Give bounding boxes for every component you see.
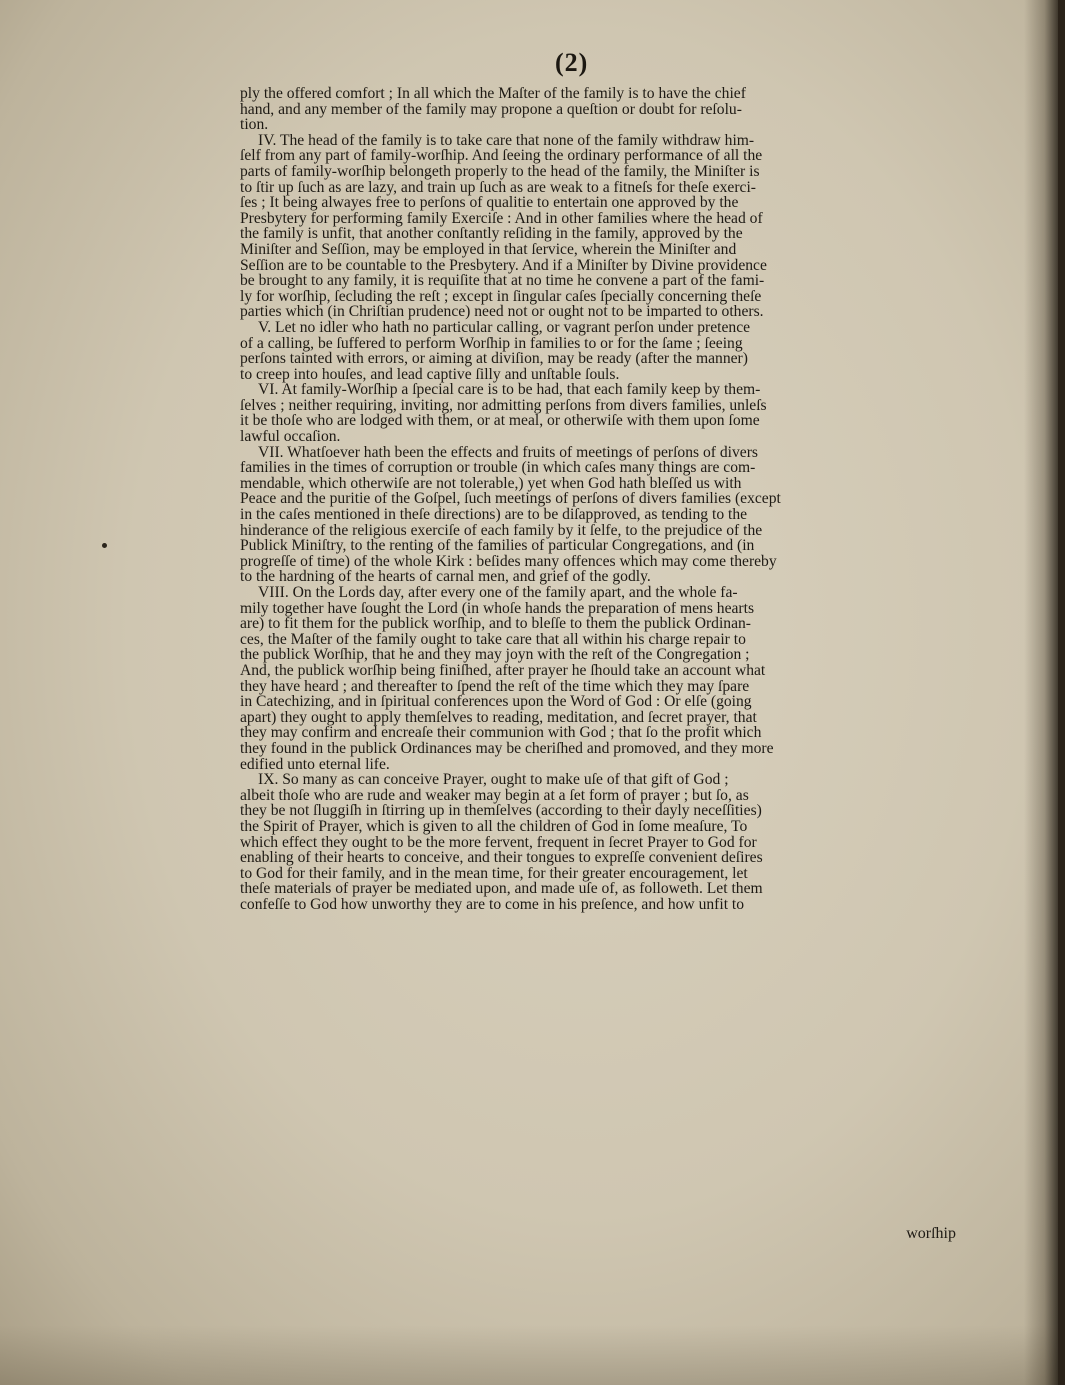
text-line: be brought to any family, it is requiſite that at no time he convene a part of the fami- [240, 272, 765, 290]
text-line: hinderance of the religious exerciſe of each family by it ſelfe, to the prejudice of the [240, 521, 763, 539]
text-line: to the hardning of the hearts of carnal men, and grief of the godly. [240, 568, 651, 586]
text-line: are) to fit them for the publick worſhip, and to bleſſe to them the publick Ordinan- [240, 615, 751, 633]
text-line: they be not ſluggiſh in ſtirring up in themſelves (according to their dayly neceſſities) [240, 802, 762, 820]
text-line: mily together have ſought the Lord (in whoſe hands the preparation of mens hearts [240, 599, 755, 617]
text-line: edified unto eternal life. [240, 755, 390, 773]
text-line: And, the publick worſhip being finiſhed, after prayer he ſhould take an account what [240, 661, 766, 679]
text-line: lawful occaſion. [240, 428, 341, 446]
text-line: Peace and the puritie of the Goſpel, ſuch meetings of perſons of divers families (except [240, 490, 781, 508]
text-line: of a calling, be ſuffered to perform Worſhip in families to or for the ſame ; ſeeing [240, 334, 743, 352]
catchword: worſhip [906, 1225, 956, 1242]
text-line: parties which (in Chriſtian prudence) need not or ought not to be imparted to others. [240, 303, 764, 321]
text-line: ſelves ; neither requiring, inviting, nor admitting perſons from divers families, unleſs [240, 396, 767, 414]
text-line: VII. Whatſoever hath been the effects and fruits of meetings of perſons of divers [258, 443, 758, 461]
text-line: they found in the publick Ordinances may be cheriſhed and promoved, and they more [240, 739, 774, 757]
text-line: they have heard ; and thereafter to ſpend the reſt of the time which they may ſpare [240, 677, 750, 695]
text-line: to God for their family, and in the mean time, for their greater encouragement, let [240, 864, 748, 882]
text-line: the Spirit of Prayer, which is given to all the children of God in ſome meaſure, To [240, 817, 748, 835]
text-line: ſes ; It being alwayes free to perſons of qualitie to entertain one approved by the [240, 194, 739, 212]
text-line: Presbytery for performing family Exerciſe : And in other families where the head of [240, 209, 763, 227]
text-line: ſelf from any part of family-worſhip. And ſeeing the ordinary performance of all the [240, 147, 763, 165]
text-line: in the caſes mentioned in theſe directions) are to be diſapproved, as tending to the [240, 506, 748, 524]
page-number: (2) [555, 48, 589, 77]
page-bottom-edge [0, 1325, 1058, 1385]
text-line: Publick Miniſtry, to the renting of the families of particular Congregations, and (in [240, 537, 755, 555]
text-line: the family is unfit, that another conſtantly reſiding in the family, approved by the [240, 225, 743, 243]
text-line: tion. [240, 116, 269, 134]
text-line: ces, the Maſter of the family ought to take care that all within his charge repair to [240, 630, 746, 648]
body-text [240, 86, 962, 912]
text-line: confeſſe to God how unworthy they are to come in his preſence, and how unfit to [240, 895, 745, 913]
text-line: it be thoſe who are lodged with them, or at meal, or otherwiſe with them upon ſome [240, 412, 760, 430]
text-line: apart) they ought to apply themſelves to reading, meditation, and ſecret prayer, that [240, 708, 757, 726]
text-line: Miniſter and Seſſion, may be employed in that ſervice, wherein the Miniſter and [240, 240, 737, 258]
text-line: to creep into houſes, and lead captive ſilly and unſtable ſouls. [240, 365, 620, 383]
text-line: mendable, which otherwiſe are not tolerable,) yet when God hath bleſſed us with [240, 474, 742, 492]
text-line: ply the offered comfort ; In all which the Maſter of the family is to have the chief [240, 85, 746, 102]
text-line: families in the times of corruption or trouble (in which caſes many things are com- [240, 459, 756, 477]
text-line: ly for worſhip, ſecluding the reſt ; except in ſingular caſes ſpecially concerning theſe [240, 287, 762, 305]
text-line: Seſſion are to be countable to the Presbytery. And if a Miniſter by Divine providence [240, 256, 767, 274]
text-line: which effect they ought to be the more fervent, frequent in ſecret Prayer to God for [240, 833, 757, 851]
text-line: VIII. On the Lords day, after every one of the family apart, and the whole fa- [258, 584, 738, 601]
text-line: hand, and any member of the family may propone a queſtion or doubt for reſolu- [240, 100, 742, 118]
text-line: IX. So many as can conceive Prayer, ought to make uſe of that gift of God ; [258, 771, 729, 789]
text-line: perſons tainted with errors, or aiming at diviſion, may be ready (after the manner) [240, 350, 748, 368]
text-line: they may confirm and encreaſe their communion with God ; that ſo the profit which [240, 724, 762, 742]
text-line: to ſtir up ſuch as are lazy, and train up ſuch as are weak to a fitneſs for theſe exerci- [240, 178, 756, 196]
text-line: progreſſe of time) of the whole Kirk : beſides many offences which may come thereby [240, 552, 777, 570]
text-line: in Catechizing, and in ſpiritual conferences upon the Word of God : Or elſe (going [240, 693, 752, 711]
text-line: parts of family-worſhip belongeth properly to the head of the family, the Miniſter is [240, 162, 760, 180]
text-line: the publick Worſhip, that he and they may joyn with the reſt of the Congregation ; [240, 646, 750, 664]
binding-shadow [1024, 0, 1058, 1385]
text-line: albeit thoſe who are rude and weaker may begin at a ſet form of prayer ; but ſo, as [240, 786, 749, 804]
text-line: enabling of their hearts to conceive, and their tongues to expreſſe convenient deſires [240, 849, 763, 867]
text-line: IV. The head of the family is to take care that none of the family withdraw him- [258, 131, 755, 149]
text-line: VI. At family-Worſhip a ſpecial care is to be had, that each family keep by them- [258, 381, 761, 399]
text-line: theſe materials of prayer be mediated upon, and made uſe of, as followeth. Let them [240, 880, 763, 898]
ink-speck [102, 543, 107, 548]
text-line: V. Let no idler who hath no particular calling, or vagrant perſon under pretence [258, 318, 751, 336]
